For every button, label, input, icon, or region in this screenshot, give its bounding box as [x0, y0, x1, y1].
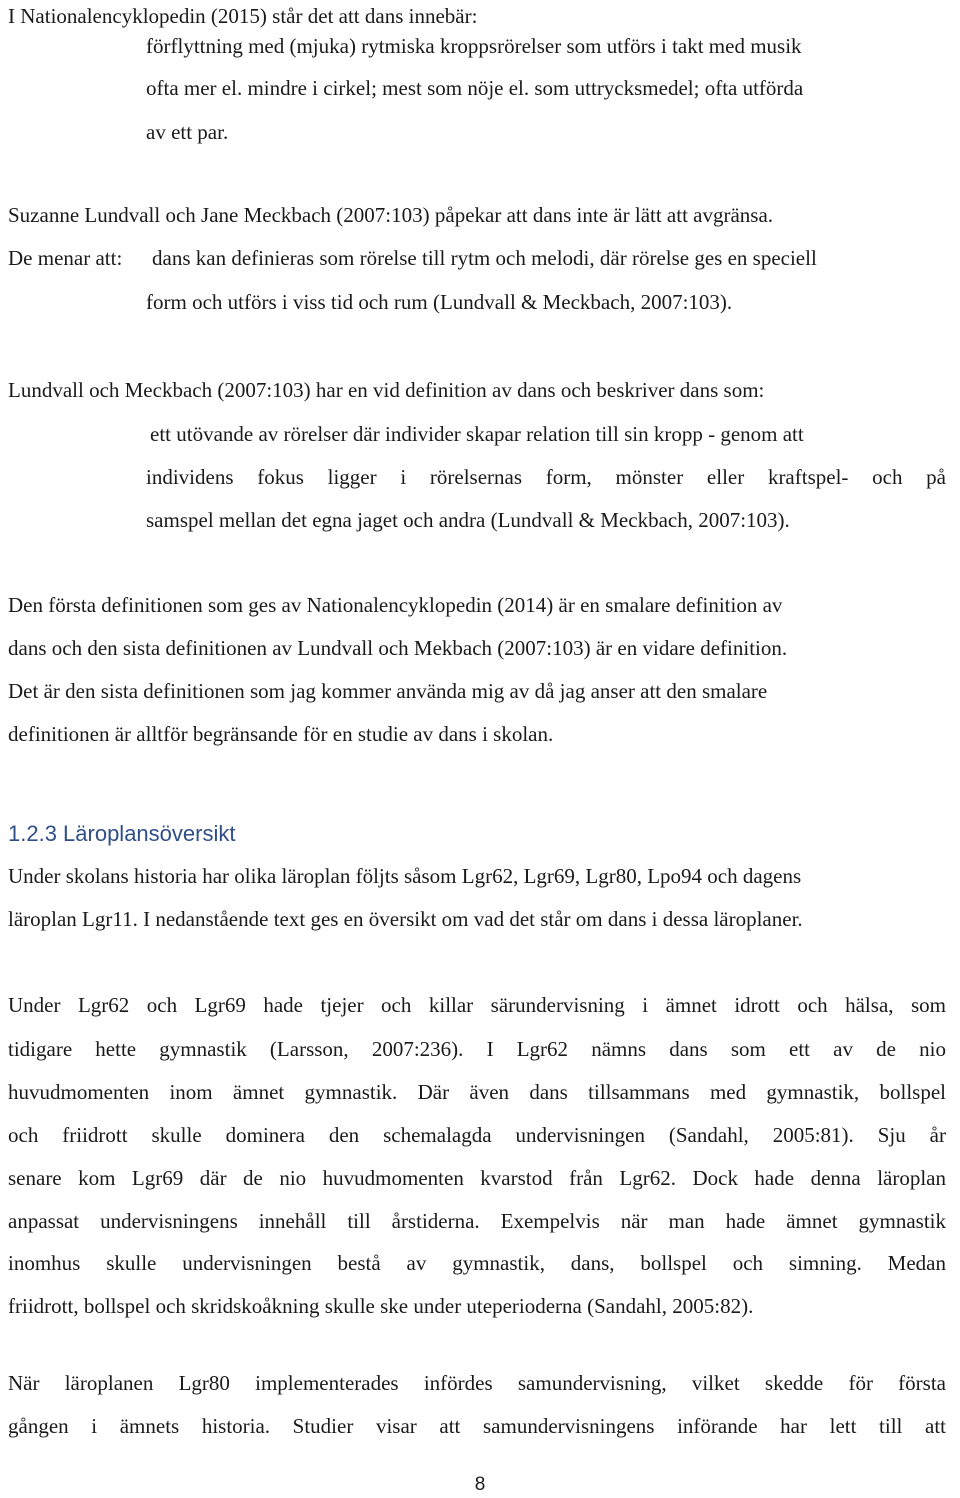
lgr62-line-2: tidigare hette gymnastik (Larsson, 2007:236). I Lgr62 nämns dans som ett av de nio	[8, 1037, 946, 1061]
ne-intro-line: I Nationalencyklopedin (2015) står det att dans innebär:	[8, 4, 478, 28]
ne-quote-line-1: förflyttning med (mjuka) rytmiska kroppsrörelser som utförs i takt med musik	[146, 34, 802, 58]
lgr62-line-4: och friidrott skulle dominera den schemalagda undervisningen (Sandahl, 2005:81). Sju år	[8, 1123, 946, 1147]
lm-intro-line-2: De menar att:	[8, 246, 123, 270]
page-number: 8	[474, 1474, 486, 1495]
definitions-line-3: Det är den sista definitionen som jag kommer använda mig av då jag anser att den smalare	[8, 679, 768, 703]
lgr62-line-3: huvudmomenten inom ämnet gymnastik. Där även dans tillsammans med gymnastik, bollspel	[8, 1080, 946, 1104]
ne-quote-line-3: av ett par.	[146, 120, 229, 144]
lm-intro-line-1: Suzanne Lundvall och Jane Meckbach (2007:103) påpekar att dans inte är lätt att avgränsa.	[8, 203, 774, 227]
lm2-intro-line: Lundvall och Meckbach (2007:103) har en vid definition av dans och beskriver dans som:	[8, 378, 765, 402]
overview-line-2: läroplan Lgr11. I nedanstående text ges en översikt om vad det står om dans i dessa läroplaner.	[8, 907, 803, 931]
lgr80-line-1: När läroplanen Lgr80 implementerades infördes samundervisning, vilket skedde för första	[8, 1371, 946, 1395]
lm-quote-line-2: form och utförs i viss tid och rum (Lundvall & Meckbach, 2007:103).	[146, 290, 733, 314]
lgr80-line-2: gången i ämnets historia. Studier visar att samundervisningens införande har lett till att	[8, 1414, 946, 1438]
lgr62-line-5: senare kom Lgr69 där de nio huvudmomenten kvarstod från Lgr62. Dock hade denna läroplan	[8, 1166, 946, 1190]
definitions-line-2: dans och den sista definitionen av Lundvall och Mekbach (2007:103) är en vidare definition.	[8, 636, 788, 660]
ne-quote-line-2: ofta mer el. mindre i cirkel; mest som nöje el. som uttrycksmedel; ofta utförda	[146, 76, 804, 100]
definitions-line-1: Den första definitionen som ges av Nationalencyklopedin (2014) är en smalare definition av	[8, 593, 783, 617]
overview-line-1: Under skolans historia har olika läroplan följts såsom Lgr62, Lgr69, Lgr80, Lpo94 och dagens	[8, 864, 802, 888]
lm2-quote-line-3: samspel mellan det egna jaget och andra (Lundvall & Meckbach, 2007:103).	[146, 508, 790, 532]
lm2-quote-line-1: ett utövande av rörelser där individer skapar relation till sin kropp - genom att	[150, 422, 804, 446]
section-heading: 1.2.3 Läroplansöversikt	[8, 821, 236, 846]
lgr62-line-1: Under Lgr62 och Lgr69 hade tjejer och killar särundervisning i ämnet idrott och hälsa, som	[8, 993, 946, 1017]
lm-quote-line-1: dans kan definieras som rörelse till rytm och melodi, där rörelse ges en speciell	[152, 246, 817, 270]
lgr62-line-6: anpassat undervisningens innehåll till årstiderna. Exempelvis när man hade ämnet gymnastik	[8, 1209, 946, 1233]
definitions-line-4: definitionen är alltför begränsande för en studie av dans i skolan.	[8, 722, 554, 746]
lgr62-line-7: inomhus skulle undervisningen bestå av gymnastik, dans, bollspel och simning. Medan	[8, 1251, 946, 1275]
lgr62-line-8: friidrott, bollspel och skridskoåkning skulle ske under uteperioderna (Sandahl, 2005:82).	[8, 1294, 754, 1318]
lm2-quote-line-2: individens fokus ligger i rörelsernas form, mönster eller kraftspel- och på	[146, 465, 946, 489]
